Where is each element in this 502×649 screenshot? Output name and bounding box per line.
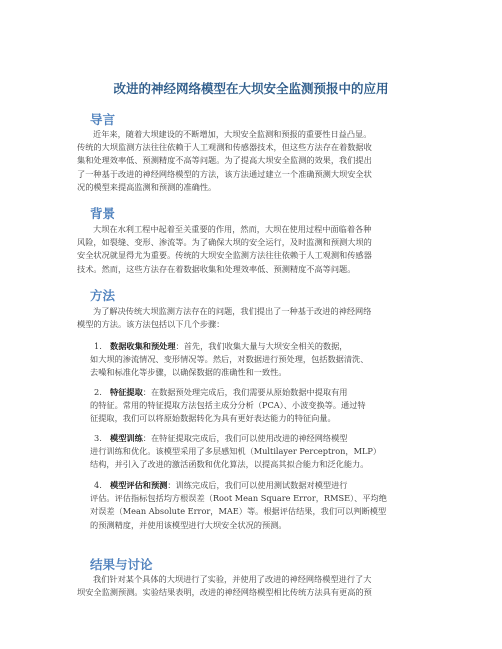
step-text: 进行训练和优化。该模型采用了多层感知机（Multilayer Perceptron，MLP） <box>90 446 382 457</box>
paragraph-line: 我们针对某个具体的大坝进行了实验，并使用了改进的神经网络模型进行了大 <box>93 574 372 584</box>
paragraph-line: 安全状况就显得尤为重要。传统的大坝安全监测方法往往依赖于人工观测和传感器 <box>77 250 372 261</box>
step-text: 的预测精度，并使用该模型进行大坝安全状况的预测。 <box>90 519 287 530</box>
paragraph-line: 风险，如裂缝、变形、渗流等。为了确保大坝的安全运行，及时监测和预测大坝的 <box>77 237 372 248</box>
section-heading-results: 结果与讨论 <box>90 557 153 572</box>
step-term: 特征提取 <box>110 387 143 397</box>
step-text: 去噪和标准化等步骤，以确保数据的准确性和一致性。 <box>90 367 287 378</box>
paragraph-line: 况的模型来提高监测和预测的准确性。 <box>77 181 217 192</box>
paragraph-line: 大坝在水利工程中起着至关重要的作用，然而，大坝在使用过程中面临着各种 <box>93 224 372 234</box>
method-step-3 <box>90 432 430 472</box>
step-number: 2. <box>94 387 102 397</box>
step-text: 评估。评估指标包括均方根误差（Root Mean Square Error，RMSE）、平均绝 <box>90 493 387 504</box>
step-term: 模型评估和预测 <box>110 480 168 490</box>
paragraph-line: 集和处理效率低、预测精度不高等问题。为了提高大坝安全监测的效果，我们提出 <box>77 155 372 166</box>
paragraph-line: 技术。然而，这些方法存在着数据收集和处理效率低、预测精度不高等问题。 <box>77 263 356 274</box>
paragraph-line: 了一种基于改进的神经网络模型的方法，该方法通过建立一个准确预测大坝安全状 <box>77 168 372 179</box>
paragraph-line: 传统的大坝监测方法往往依赖于人工观测和传感器技术，但这些方法存在着数据收 <box>77 142 372 153</box>
paragraph-line: 近年来，随着大坝建设的不断增加，大坝安全监测和预报的重要性日益凸显。 <box>93 129 372 139</box>
paragraph-line: 模型的方法。该方法包括以下几个步骤： <box>77 319 225 330</box>
step-text: 的特征。常用的特征提取方法包括主成分分析（PCA）、小波变换等。通过特 <box>90 400 366 411</box>
step-text: ：训练完成后，我们可以使用测试数据对模型进行 <box>167 480 348 490</box>
step-text: 对误差（Mean Absolute Error，MAE）等。根据评估结果，我们可以判断模型 <box>90 506 387 517</box>
step-text: 征提取，我们可以将原始数据转化为具有更好表达能力的特征向量。 <box>90 413 336 424</box>
step-term: 数据收集和预处理 <box>110 341 176 351</box>
background-paragraph <box>77 223 429 276</box>
method-step-1 <box>90 340 430 380</box>
document-title: 改进的神经网络模型在大坝安全监测预报中的应用 <box>113 81 389 96</box>
step-number: 1. <box>94 341 102 351</box>
method-intro-paragraph <box>77 305 429 331</box>
method-step-4 <box>90 479 430 532</box>
section-heading-method: 方法 <box>90 288 116 303</box>
step-text: 如大坝的渗流情况、变形情况等。然后，对数据进行预处理，包括数据清洗、 <box>90 354 369 365</box>
section-heading-background: 背景 <box>90 206 116 221</box>
paragraph-line: 为了解决传统大坝监测方法存在的问题，我们提出了一种基于改进的神经网络 <box>93 306 372 316</box>
step-number: 3. <box>94 433 102 443</box>
intro-paragraph <box>77 128 429 194</box>
step-text: ：首先，我们收集大量与大坝安全相关的数据， <box>175 341 348 351</box>
section-heading-intro: 导言 <box>90 112 116 127</box>
step-text: ：在特征提取完成后，我们可以使用改进的神经网络模型 <box>142 433 348 443</box>
step-number: 4. <box>94 480 102 490</box>
step-term: 模型训练 <box>110 433 143 443</box>
results-paragraph <box>77 573 429 599</box>
step-text: 结构，并引入了改进的激活函数和优化算法，以提高其拟合能力和泛化能力。 <box>90 459 369 470</box>
paragraph-line: 坝安全监测预测。实验结果表明，改进的神经网络模型相比传统方法具有更高的预 <box>77 587 372 598</box>
step-text: ：在数据预处理完成后，我们需要从原始数据中提取有用 <box>142 387 348 397</box>
method-step-2 <box>90 386 430 426</box>
